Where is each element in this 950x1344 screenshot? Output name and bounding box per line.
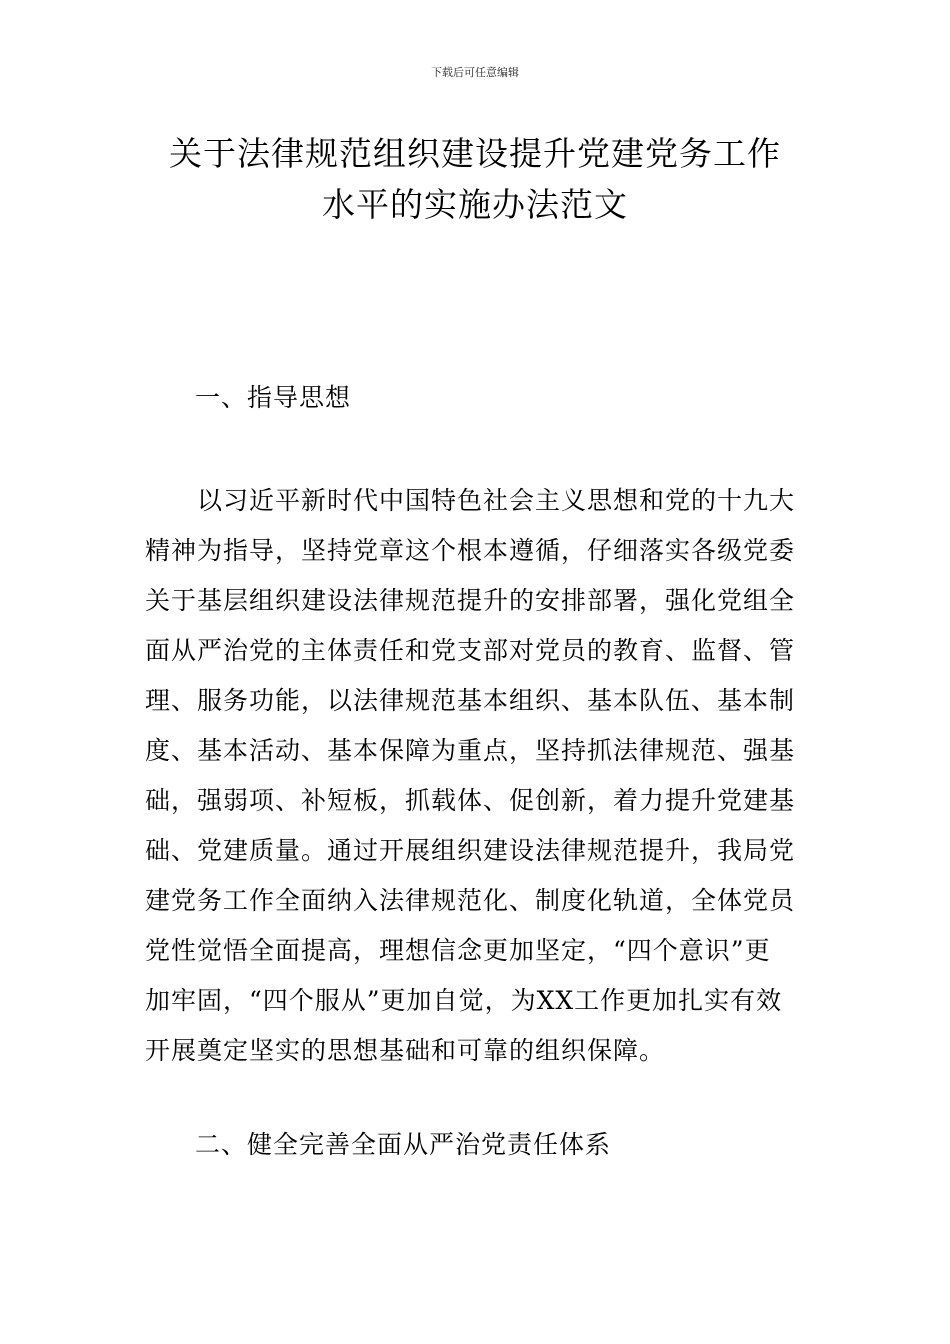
paragraph-line: 础、党建质量。通过开展组织建设法律规范提升，我局党: [145, 836, 796, 865]
document-title: [100, 128, 850, 230]
paragraph-line: 础，强弱项、补短板，抓载体、促创新，着力提升党建基: [145, 786, 796, 815]
paragraph-line: 党性觉悟全面提高，理想信念更加坚定，“四个意识”更: [145, 936, 771, 965]
paragraph-line: 精神为指导，坚持党章这个根本遵循，仔细落实各级党委: [145, 536, 796, 565]
paragraph-line: 以习近平新时代中国特色社会主义思想和党的十九大: [145, 486, 796, 515]
paragraph-line: 面从严治党的主体责任和党支部对党员的教育、监督、管: [145, 636, 796, 665]
paragraph-line: 开展奠定坚实的思想基础和可靠的组织保障。: [145, 1036, 666, 1065]
paragraph-line: 建党务工作全面纳入法律规范化、制度化轨道，全体党员: [145, 886, 796, 915]
paragraph-line: 理、服务功能，以法律规范基本组织、基本队伍、基本制: [145, 686, 796, 715]
paragraph-line: 加牢固，“四个服从”更加自觉，为XX工作更加扎实有效: [145, 986, 783, 1015]
body-paragraph: [145, 476, 810, 1076]
paragraph-line: 关于基层组织建设法律规范提升的安排部署，强化党组全: [145, 586, 796, 615]
section-heading-2: 二、健全完善全面从严治党责任体系: [195, 1130, 612, 1159]
header-note: 下载后可任意编辑: [431, 66, 519, 79]
title-line-1: 关于法律规范组织建设提升党建党务工作: [169, 134, 781, 173]
paragraph-line: 度、基本活动、基本保障为重点，坚持抓法律规范、强基: [145, 736, 796, 765]
title-line-2: 水平的实施办法范文: [322, 185, 628, 224]
section-heading-1: 一、指导思想: [195, 383, 352, 412]
